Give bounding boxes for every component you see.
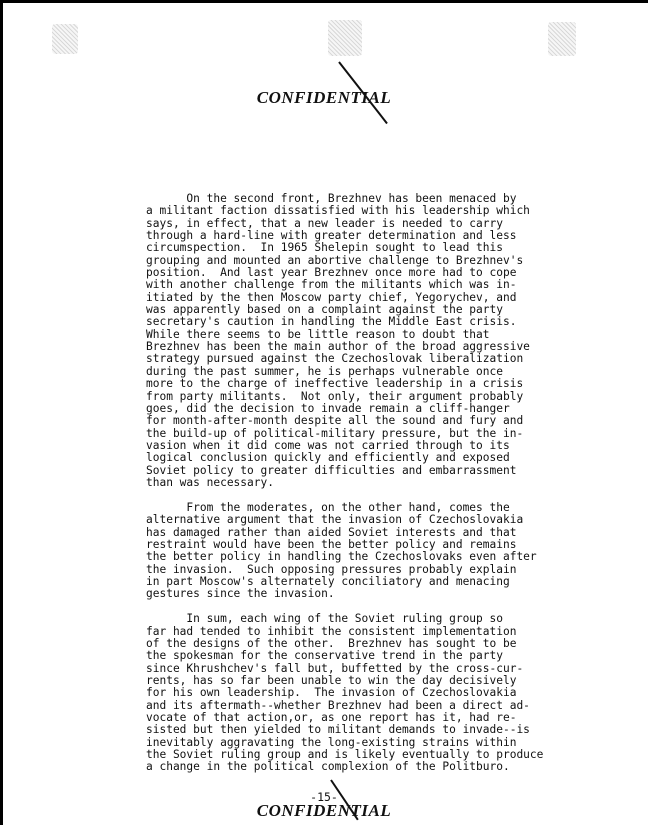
text-line: of the designs of the other. Brezhnev has sought to be	[146, 636, 517, 650]
scan-smudge-right	[548, 22, 576, 56]
text-line: restraint would have been the better policy and remains	[146, 537, 517, 551]
text-line: sisted but then yielded to militant demands to invade--is	[146, 723, 530, 737]
text-line: From the moderates, on the other hand, comes the	[146, 500, 510, 514]
text-line: alternative argument that the invasion of Czechoslovakia	[146, 513, 524, 527]
text-line: the invasion. Such opposing pressures probably explain	[146, 562, 517, 576]
paragraph	[146, 193, 591, 489]
text-line: Brezhnev has been the main author of the broad aggressive	[146, 340, 530, 354]
text-line: was apparently based on a complaint against the party	[146, 303, 503, 317]
text-line: through a hard-line with greater determination and less	[146, 229, 517, 243]
text-line: logical conclusion quickly and efficiently and exposed	[146, 451, 510, 465]
text-line: more to the charge of ineffective leadership in a crisis	[146, 377, 524, 391]
text-line: a militant faction dissatisfied with his leadership which	[146, 204, 530, 218]
text-line: for month-after-month despite all the sound and fury and	[146, 414, 524, 428]
page-left-edge	[0, 0, 3, 825]
text-line: strategy pursued against the Czechoslovak liberalization	[146, 352, 524, 366]
document-body	[146, 193, 591, 786]
text-line: the Soviet ruling group and is likely eventually to produce	[146, 747, 544, 761]
text-line: the better policy in handling the Czechoslovaks even after	[146, 550, 537, 564]
text-line: with another challenge from the militants which was in-	[146, 278, 517, 292]
text-line: Soviet policy to greater difficulties and embarrassment	[146, 463, 517, 477]
text-line: secretary's caution in handling the Middle East crisis.	[146, 315, 517, 329]
text-line: circumspection. In 1965 Shelepin sought to lead this	[146, 241, 503, 255]
scan-smudge-center	[328, 20, 362, 56]
text-line: In sum, each wing of the Soviet ruling group so	[146, 612, 503, 626]
page-number: -15-	[310, 790, 338, 804]
paragraph	[146, 613, 591, 773]
text-line: goes, did the decision to invade remain a cliff-hanger	[146, 401, 510, 415]
text-line: than was necessary.	[146, 475, 274, 489]
text-line: for his own leadership. The invasion of Czechoslovakia	[146, 686, 517, 700]
text-line: a change in the political complexion of the Politburo.	[146, 760, 510, 774]
text-line: vasion when it did come was not carried through to its	[146, 438, 510, 452]
text-line: the spokesman for the conservative trend in the party	[146, 649, 503, 663]
text-line: far had tended to inhibit the consistent implementation	[146, 624, 517, 638]
footer-classification: CONFIDENTIAL	[256, 801, 392, 820]
scan-smudge-left	[52, 24, 78, 54]
text-line: says, in effect, that a new leader is needed to carry	[146, 216, 503, 230]
text-line: during the past summer, he is perhaps vulnerable once	[146, 364, 503, 378]
text-line: rents, has so far been unable to win the day decisively	[146, 673, 517, 687]
text-line: the build-up of political-military pressure, but the in-	[146, 426, 524, 440]
text-line: While there seems to be little reason to doubt that	[146, 327, 490, 341]
text-line: has damaged rather than aided Soviet interests and that	[146, 525, 517, 539]
text-line: from party militants. Not only, their argument probably	[146, 389, 524, 403]
text-line: inevitably aggravating the long-existing strains within	[146, 735, 517, 749]
text-line: and its aftermath--whether Brezhnev had been a direct ad-	[146, 698, 530, 712]
text-line: grouping and mounted an abortive challenge to Brezhnev's	[146, 253, 524, 267]
header-classification: CONFIDENTIAL	[256, 88, 392, 107]
paragraph	[146, 502, 591, 601]
text-line: position. And last year Brezhnev once more had to cope	[146, 266, 517, 280]
text-line: since Khrushchev's fall but, buffetted by the cross-cur-	[146, 661, 524, 675]
text-line: itiated by the then Moscow party chief, Yegorychev, and	[146, 290, 517, 304]
text-line: in part Moscow's alternately conciliatory and menacing	[146, 574, 510, 588]
page-top-edge	[0, 0, 648, 3]
text-line: On the second front, Brezhnev has been menaced by	[146, 192, 517, 205]
text-line: vocate of that action,or, as one report has it, had re-	[146, 710, 517, 724]
text-line: gestures since the invasion.	[146, 587, 335, 601]
